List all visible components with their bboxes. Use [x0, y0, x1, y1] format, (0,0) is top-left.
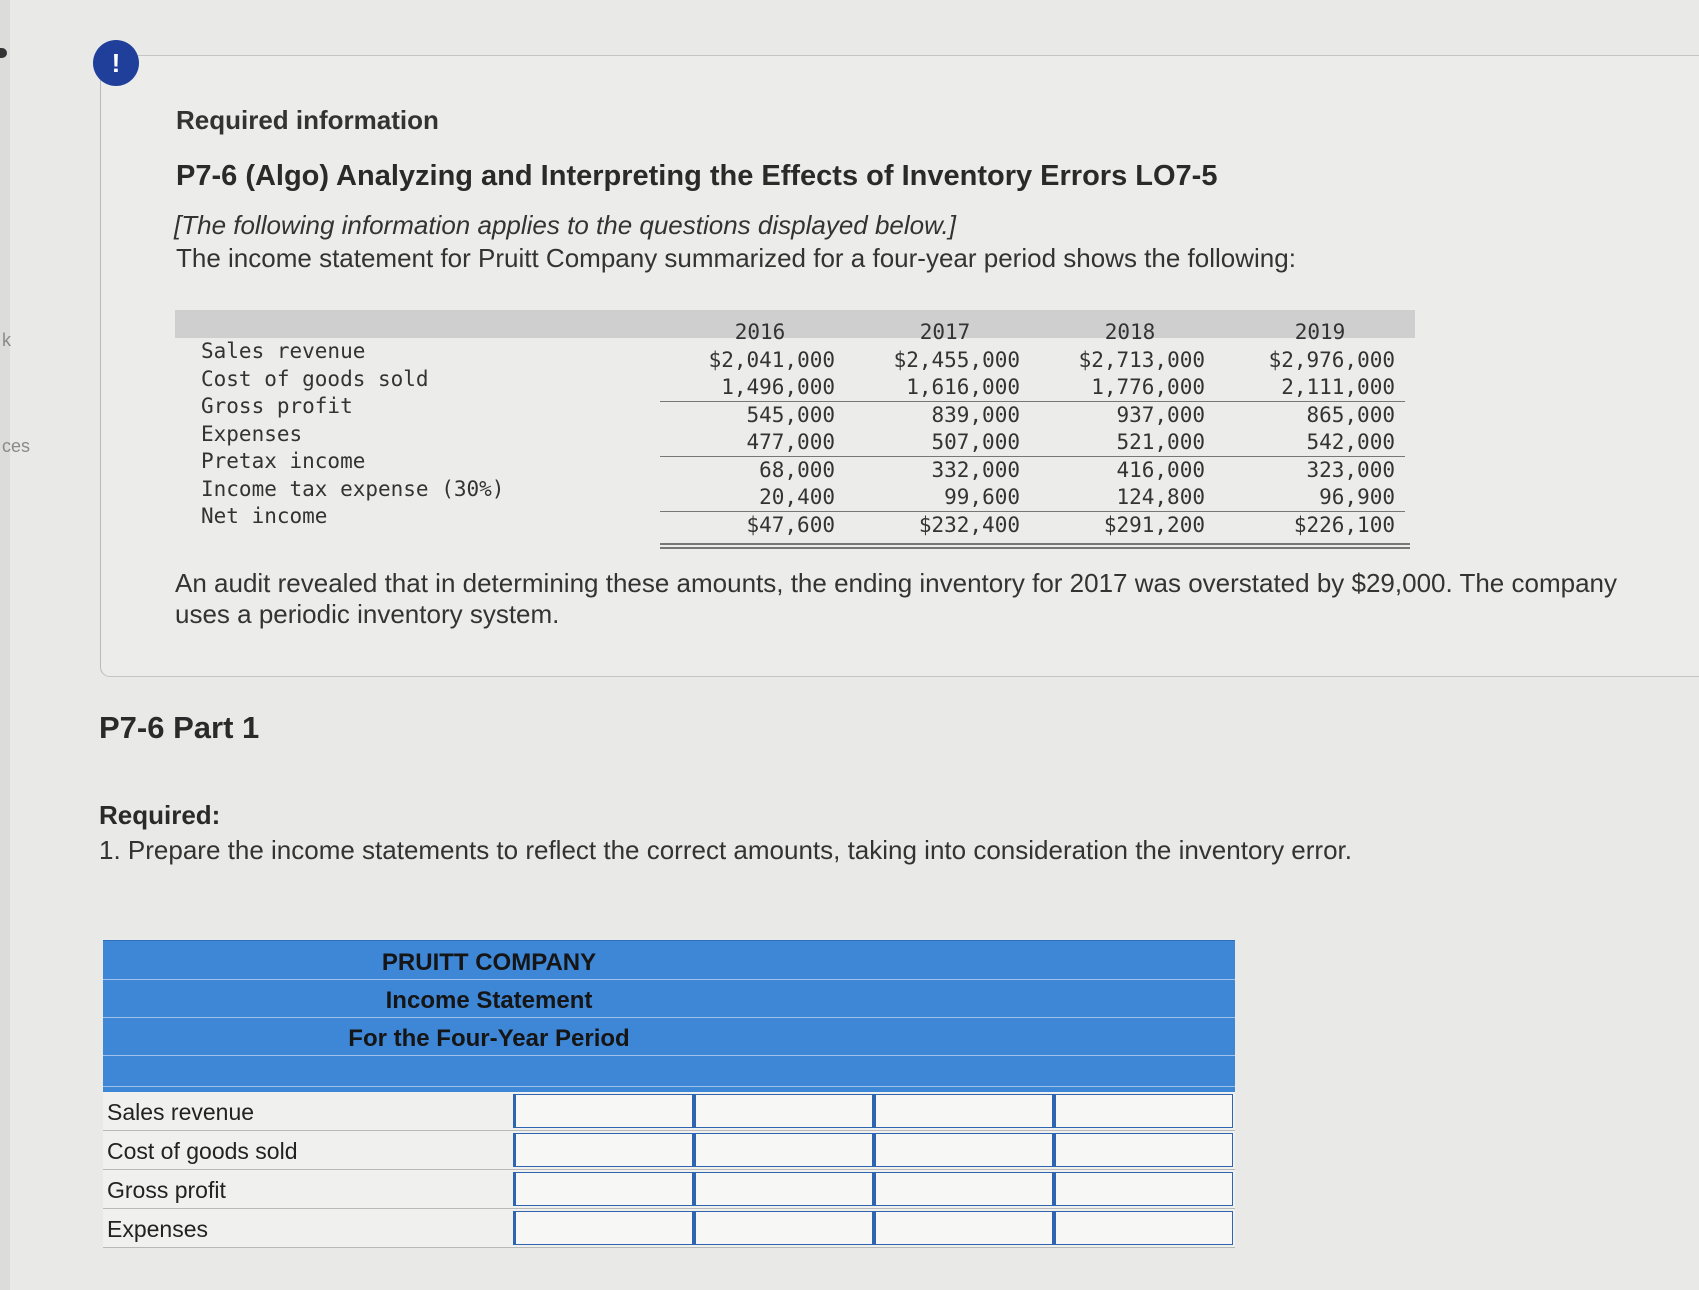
input-2017-sales-revenue[interactable] — [693, 1094, 873, 1128]
subtotal-rule — [660, 511, 1405, 512]
problem-title: P7-6 (Algo) Analyzing and Interpreting the Effects of Inventory Errors LO7-5 — [176, 160, 1218, 192]
answer-row-gross-profit — [103, 1170, 1235, 1209]
sidebar-fragment-mid: ces — [2, 436, 31, 456]
audit-text: An audit revealed that in determining these amounts, the ending inventory for 2017 was overstated by $29,000. The company uses a periodic inventory system. — [175, 568, 1617, 629]
cell: 542,000 — [1306, 430, 1395, 454]
row-label: Sales revenue — [201, 339, 366, 363]
input-2018-expenses[interactable] — [873, 1211, 1053, 1245]
answer-row-sales-revenue — [103, 1092, 1235, 1131]
alert-icon: ! — [93, 40, 139, 86]
row-label: Income tax expense (30%) — [201, 476, 505, 501]
row-label: Expenses — [201, 421, 303, 446]
year-header: 2017 — [919, 320, 971, 344]
input-2017-gross-profit[interactable] — [693, 1172, 873, 1206]
part-title: P7-6 Part 1 — [99, 710, 260, 745]
required-information-heading: Required information — [176, 105, 439, 135]
cell: $232,400 — [918, 512, 1020, 537]
cell: 545,000 — [746, 402, 835, 427]
cell: 937,000 — [1116, 402, 1205, 427]
column-2018 — [1055, 319, 1205, 539]
cell: $2,455,000 — [893, 347, 1020, 372]
required-label: Required: — [99, 800, 221, 830]
cell: 124,800 — [1116, 485, 1205, 509]
answer-row-expenses — [103, 1209, 1235, 1248]
cell: $2,976,000 — [1268, 347, 1395, 372]
header-divider — [103, 979, 1235, 980]
info-note: [The following information applies to the questions displayed below.] — [174, 210, 956, 240]
cell: 1,496,000 — [721, 375, 835, 399]
input-2019-gross-profit[interactable] — [1053, 1172, 1233, 1206]
input-2017-cogs[interactable] — [693, 1133, 873, 1167]
column-2016 — [685, 319, 835, 539]
year-header: 2016 — [734, 320, 786, 344]
input-2016-sales-revenue[interactable] — [513, 1094, 693, 1128]
company-name: PRUITT COMPANY — [381, 949, 597, 976]
cell: 839,000 — [931, 402, 1020, 427]
input-2016-cogs[interactable] — [513, 1133, 693, 1167]
header-divider — [103, 1086, 1235, 1087]
total-double-rule — [660, 543, 1410, 545]
total-double-rule — [660, 547, 1410, 549]
row-label: Gross profit — [107, 1177, 226, 1203]
input-2017-expenses[interactable] — [693, 1211, 873, 1245]
cell: $47,600 — [746, 512, 835, 537]
row-label: Gross profit — [201, 394, 353, 418]
cell: 99,600 — [944, 485, 1020, 509]
input-2016-expenses[interactable] — [513, 1211, 693, 1245]
statement-name: Income Statement — [385, 987, 593, 1014]
cell: 865,000 — [1306, 402, 1395, 427]
cell: 507,000 — [931, 430, 1020, 454]
cell: 1,776,000 — [1091, 375, 1205, 399]
input-2018-cogs[interactable] — [873, 1133, 1053, 1167]
cell: 477,000 — [746, 430, 835, 454]
header-divider — [103, 1017, 1235, 1018]
instruction-text: 1. Prepare the income statements to reflect the correct amounts, taking into consideration the inventory error. — [99, 835, 1352, 865]
year-header: 2018 — [1104, 320, 1156, 344]
row-label: Net income — [201, 504, 328, 528]
input-2019-sales-revenue[interactable] — [1053, 1094, 1233, 1128]
cell: $291,200 — [1103, 512, 1205, 537]
input-2019-cogs[interactable] — [1053, 1133, 1233, 1167]
column-2019 — [1245, 319, 1395, 539]
cell: 96,900 — [1319, 485, 1395, 509]
cell: 1,616,000 — [906, 375, 1020, 399]
cell: 521,000 — [1116, 430, 1205, 454]
answer-row-cost-of-goods-sold — [103, 1131, 1235, 1170]
cell: $2,041,000 — [708, 347, 835, 372]
header-divider — [103, 1055, 1235, 1056]
cell: 68,000 — [759, 457, 835, 482]
intro-text: The income statement for Pruitt Company summarized for a four-year period shows the following: — [176, 243, 1296, 273]
cell: 416,000 — [1116, 457, 1205, 482]
row-label: Pretax income — [201, 449, 366, 473]
cell: 20,400 — [759, 485, 835, 509]
cell: 2,111,000 — [1281, 375, 1395, 399]
input-2016-gross-profit[interactable] — [513, 1172, 693, 1206]
input-2018-gross-profit[interactable] — [873, 1172, 1053, 1206]
subtotal-rule — [660, 401, 1405, 402]
input-2018-sales-revenue[interactable] — [873, 1094, 1053, 1128]
year-header: 2019 — [1294, 320, 1346, 344]
input-2019-expenses[interactable] — [1053, 1211, 1233, 1245]
row-label: Cost of goods sold — [107, 1138, 298, 1164]
left-panel-edge — [0, 0, 10, 1290]
statement-period: For the Four-Year Period — [348, 1025, 630, 1052]
row-label: Cost of goods sold — [201, 366, 429, 391]
row-label: Expenses — [107, 1216, 209, 1242]
sidebar-fragment-top: k — [2, 330, 11, 350]
subtotal-rule — [660, 456, 1405, 457]
original-income-statement — [175, 310, 1415, 555]
row-label: Sales revenue — [107, 1099, 255, 1125]
row-labels — [201, 338, 504, 531]
cell: 332,000 — [931, 457, 1020, 482]
column-2017 — [870, 319, 1020, 539]
answer-income-statement — [103, 940, 1235, 1260]
cell: $2,713,000 — [1078, 347, 1205, 372]
cell: $226,100 — [1293, 512, 1395, 537]
cell: 323,000 — [1306, 457, 1395, 482]
